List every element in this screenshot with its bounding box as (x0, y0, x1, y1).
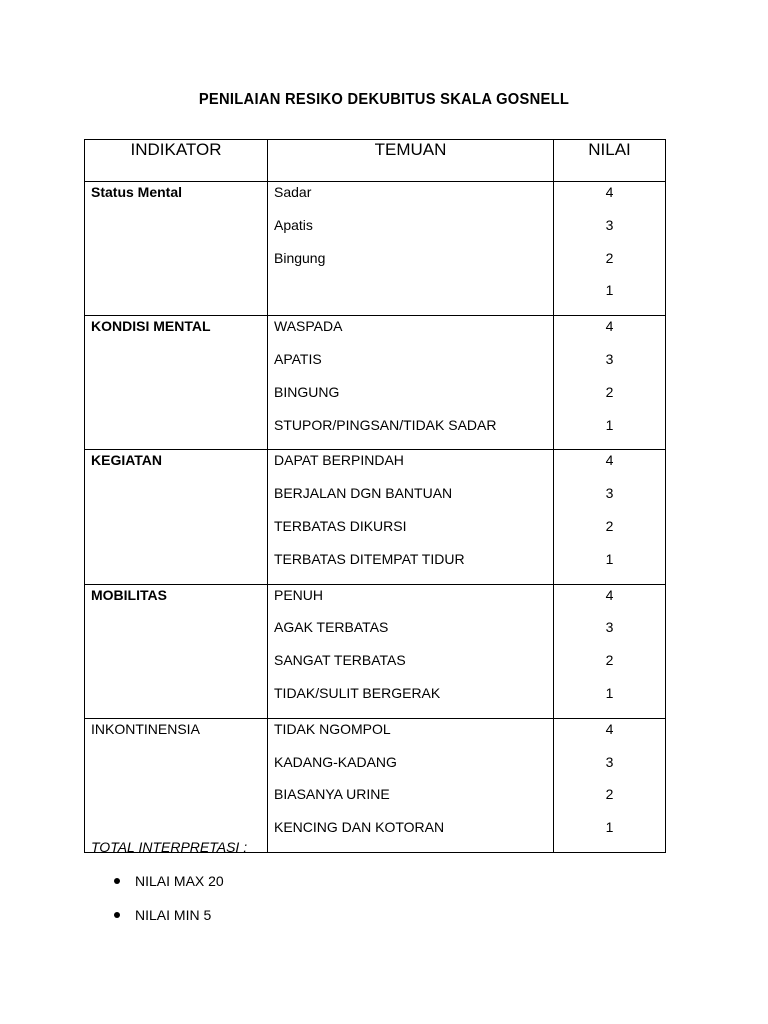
list-item (112, 901, 224, 935)
indikator-cell (85, 316, 268, 450)
temuan-item: TIDAK NGOMPOL (274, 720, 391, 737)
bullet-icon (114, 878, 120, 884)
temuan-item: BINGUNG (274, 383, 340, 400)
table-row (85, 450, 666, 584)
nilai-value: 3 (605, 216, 614, 233)
temuan-cell (268, 450, 554, 584)
indikator-label: KONDISI MENTAL (91, 318, 211, 335)
indikator-cell (85, 182, 268, 316)
nilai-value: 1 (605, 550, 614, 567)
table-row (85, 584, 666, 718)
temuan-item: DAPAT BERPINDAH (274, 452, 404, 469)
nilai-cell (554, 316, 666, 450)
header-temuan: TEMUAN (268, 140, 554, 182)
note-text: NILAI MAX 20 (135, 873, 224, 889)
nilai-value: 1 (605, 819, 614, 836)
temuan-item: SANGAT TERBATAS (274, 652, 406, 669)
indikator-label: INKONTINENSIA (91, 720, 200, 737)
table-row (85, 182, 666, 316)
temuan-item: Bingung (274, 249, 326, 266)
nilai-value: 2 (605, 652, 614, 669)
nilai-cell (554, 182, 666, 316)
nilai-cell (554, 718, 666, 852)
temuan-cell (268, 584, 554, 718)
table-row (85, 718, 666, 852)
temuan-item: KADANG-KADANG (274, 753, 397, 770)
temuan-cell (268, 316, 554, 450)
nilai-cell (554, 450, 666, 584)
nilai-value: 4 (605, 184, 614, 200)
nilai-value: 1 (605, 684, 614, 701)
nilai-value: 2 (605, 383, 614, 400)
nilai-value: 3 (605, 350, 614, 367)
total-interpretation-label: TOTAL INTERPRETASI : (91, 839, 248, 855)
header-indikator: INDIKATOR (85, 140, 268, 182)
nilai-value: 4 (605, 586, 614, 603)
nilai-value: 4 (605, 720, 614, 737)
temuan-cell (268, 182, 554, 316)
header-nilai: NILAI (554, 140, 666, 182)
nilai-value: 4 (605, 318, 614, 335)
nilai-value: 2 (605, 517, 614, 534)
bullet-icon (114, 912, 120, 918)
list-item (112, 867, 224, 901)
temuan-item: BERJALAN DGN BANTUAN (274, 485, 453, 502)
indikator-cell (85, 450, 268, 584)
temuan-item: TERBATAS DITEMPAT TIDUR (274, 550, 465, 567)
nilai-value: 1 (605, 416, 614, 433)
temuan-item: WASPADA (274, 318, 343, 335)
temuan-item: PENUH (274, 586, 324, 603)
temuan-item: TERBATAS DIKURSI (274, 517, 407, 534)
indikator-label: Status Mental (91, 184, 183, 200)
table-row (85, 316, 666, 450)
temuan-item: KENCING DAN KOTORAN (274, 819, 445, 836)
nilai-cell (554, 584, 666, 718)
interpretation-notes (112, 867, 224, 935)
nilai-value: 2 (605, 249, 614, 266)
gosnell-score-table (84, 139, 666, 853)
nilai-value: 4 (605, 452, 614, 469)
document-title: PENILAIAN RESIKO DEKUBITUS SKALA GOSNELL (198, 91, 570, 108)
indikator-cell (85, 584, 268, 718)
indikator-cell (85, 718, 268, 852)
nilai-value: 1 (605, 282, 614, 299)
nilai-value: 2 (605, 786, 614, 803)
temuan-cell (268, 718, 554, 852)
temuan-item: TIDAK/SULIT BERGERAK (274, 684, 441, 701)
table-header-row (85, 140, 666, 182)
temuan-item: AGAK TERBATAS (274, 619, 389, 636)
nilai-value: 3 (605, 753, 614, 770)
temuan-item (268, 282, 553, 315)
nilai-value: 3 (605, 619, 614, 636)
temuan-item: APATIS (274, 350, 322, 367)
temuan-item: STUPOR/PINGSAN/TIDAK SADAR (274, 416, 497, 433)
temuan-item: Apatis (274, 216, 313, 233)
note-text: NILAI MIN 5 (135, 907, 212, 923)
temuan-item: BIASANYA URINE (274, 786, 390, 803)
indikator-label: MOBILITAS (91, 586, 167, 603)
temuan-item: Sadar (274, 184, 312, 200)
nilai-value: 3 (605, 485, 614, 502)
indikator-label: KEGIATAN (91, 452, 163, 469)
